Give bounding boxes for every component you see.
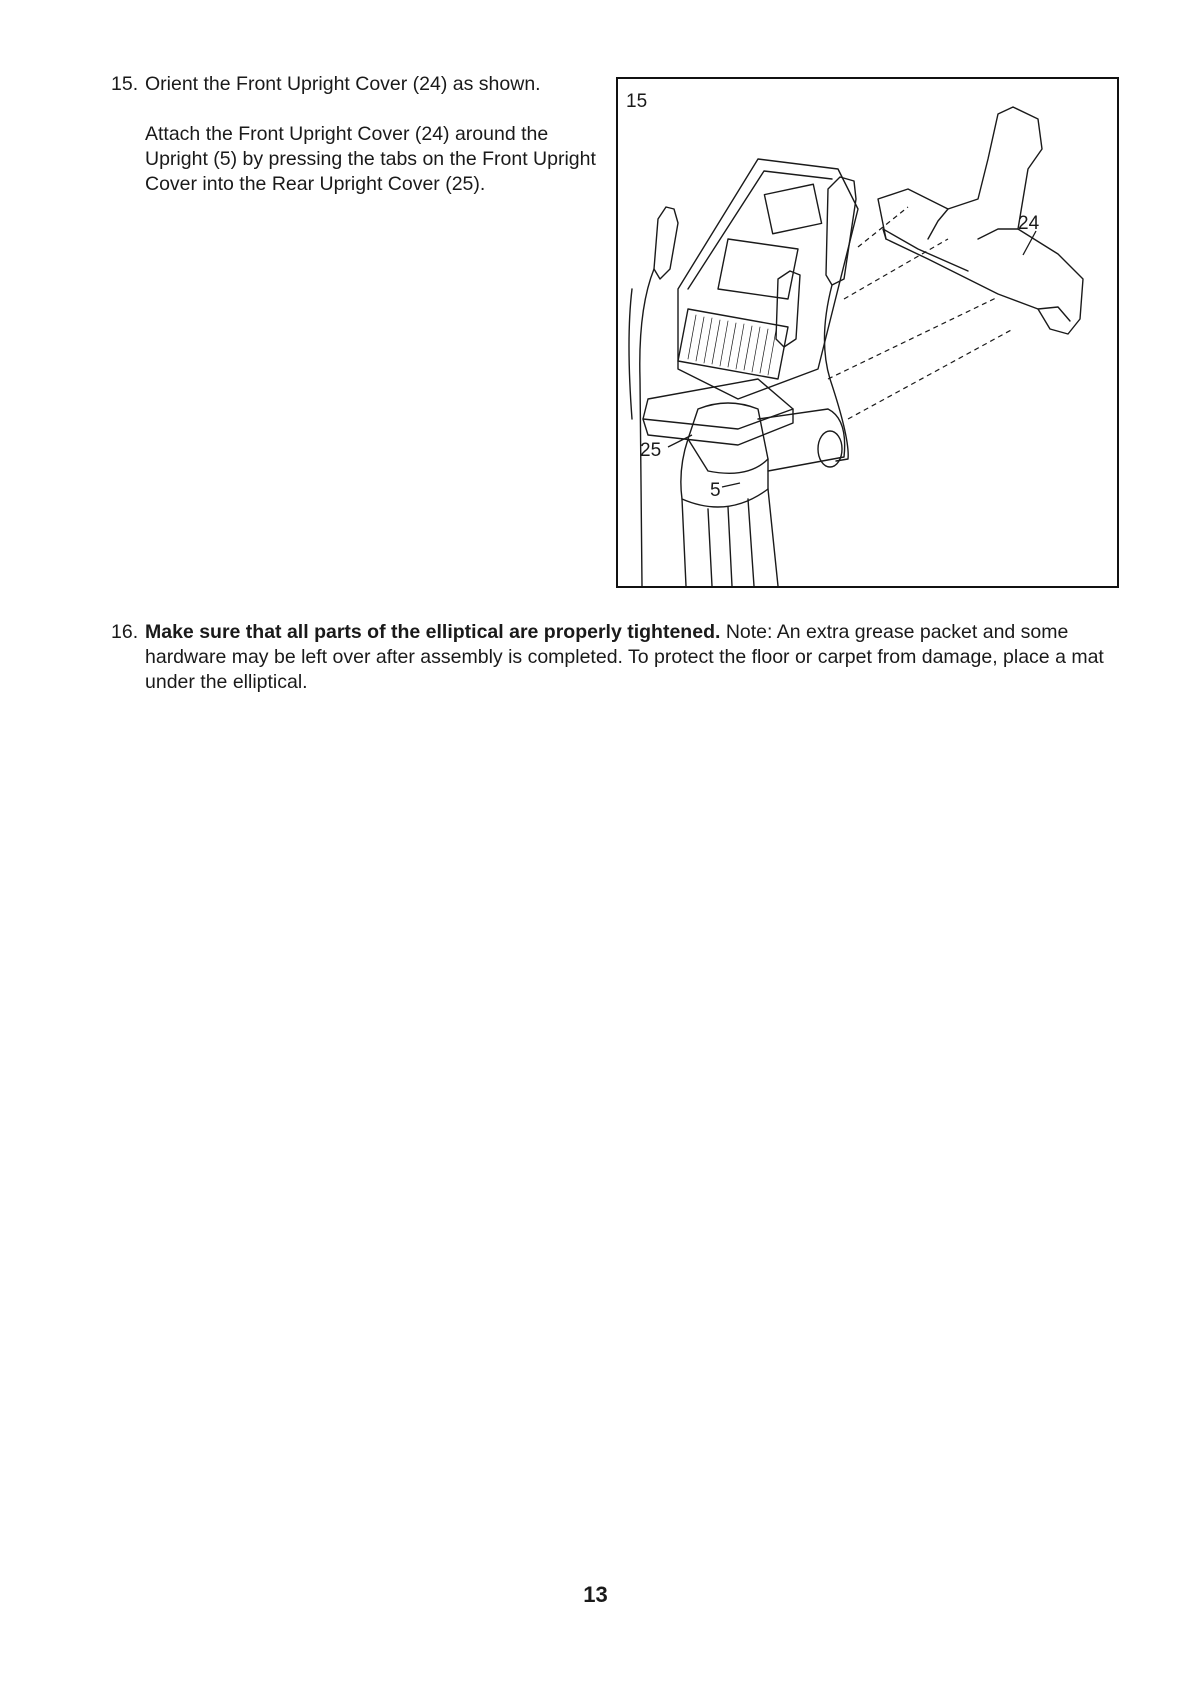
callout-rear-upright-cover: 25: [640, 440, 662, 461]
step-number: 15.: [111, 73, 139, 95]
step-paragraph: [145, 620, 1135, 695]
step-emphasis: Make sure that all parts of the elliptical are properly tightened.: [145, 621, 721, 643]
callout-leaders: [668, 231, 1036, 487]
step-note: Note: An extra grease packet and some hardware may be left over after assembly is completed. To protect the floor or carpet from damage, place a mat under the elliptical.: [145, 621, 1104, 693]
alignment-lines: [828, 207, 1013, 419]
step-paragraph: Attach the Front Upright Cover (24) around the Upright (5) by pressing the tabs on the Front Upright Cover into the Rear Upright Cover (25).: [145, 123, 596, 195]
callout-front-upright-cover: 24: [1018, 213, 1040, 234]
step-16: [111, 620, 1111, 700]
assembly-illustration: [618, 79, 1117, 586]
figure-label: 15: [626, 91, 648, 112]
step-paragraph: Orient the Front Upright Cover (24) as shown.: [145, 73, 541, 95]
step-15: [111, 72, 596, 202]
page-number: 13: [583, 1582, 608, 1607]
step-number: 16.: [111, 621, 139, 643]
callout-upright: 5: [710, 480, 721, 501]
assembly-figure: [616, 77, 1119, 588]
step-body: [145, 620, 1135, 695]
console-drawing: [629, 107, 1083, 586]
step-body: [145, 72, 605, 197]
